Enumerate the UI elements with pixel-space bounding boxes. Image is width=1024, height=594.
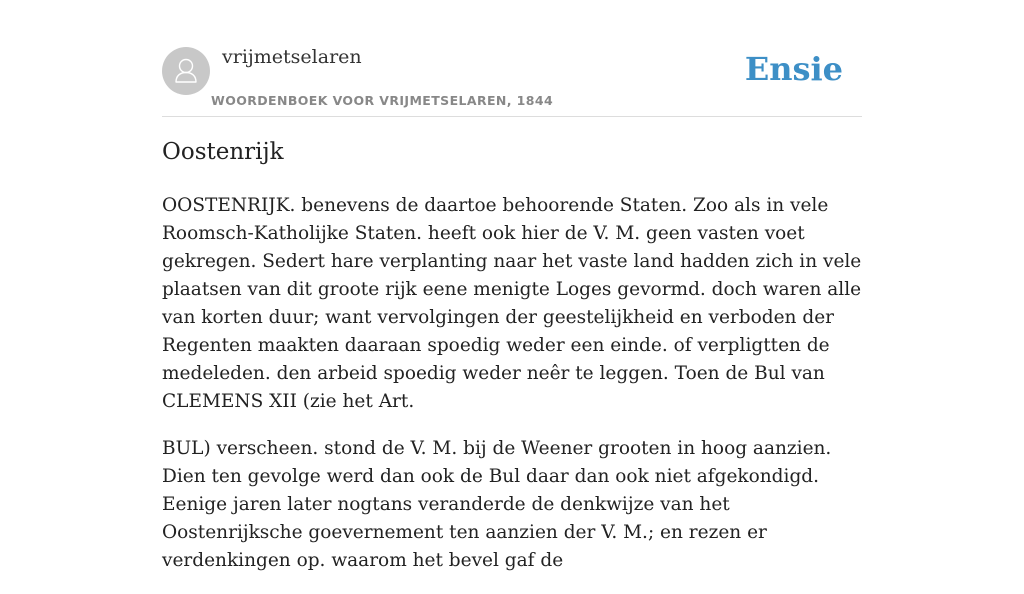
brand-logo[interactable]: Ensie <box>744 50 843 88</box>
user-avatar-icon <box>162 47 210 95</box>
article-header <box>162 44 862 117</box>
paragraph: OOSTENRIJK. benevens de daartoe behoorende Staten. Zoo als in vele Roomsch-Katholijke Staten. heeft ook hier de V. M. geen vasten voet gekregen. Sedert hare verplanting naar het vaste land hadden zich in vele plaatsen van dit groote rijk eene menigte Loges gevormd. doch waren alle van korten duur; want vervolgingen der geestelijkheid en verboden der Regenten maakten daaraan spoedig weder een einde. of verpligtten de medeleden. den arbeid spoedig weder neêr te leggen. Toen de Bul van CLEMENS XII (zie het Art. <box>162 195 862 412</box>
author-name[interactable]: vrijmetselaren <box>222 46 362 68</box>
source-title[interactable]: WOORDENBOEK VOOR VRIJMETSELAREN, 1844 <box>211 93 554 108</box>
avatar[interactable] <box>162 47 210 95</box>
page-title: Oostenrijk <box>162 139 284 165</box>
paragraph: BUL) verscheen. stond de V. M. bij de Weener grooten in hoog aanzien. Dien ten gevolge werd dan ook de Bul daar dan ook niet afgekondigd. Eenige jaren later nogtans veranderde de denkwijze van het Oostenrijksche goevernement ten aanzien der V. M.; en rezen er verdenkingen op. waarom het bevel gaf de <box>162 438 832 571</box>
article-body <box>162 192 867 594</box>
